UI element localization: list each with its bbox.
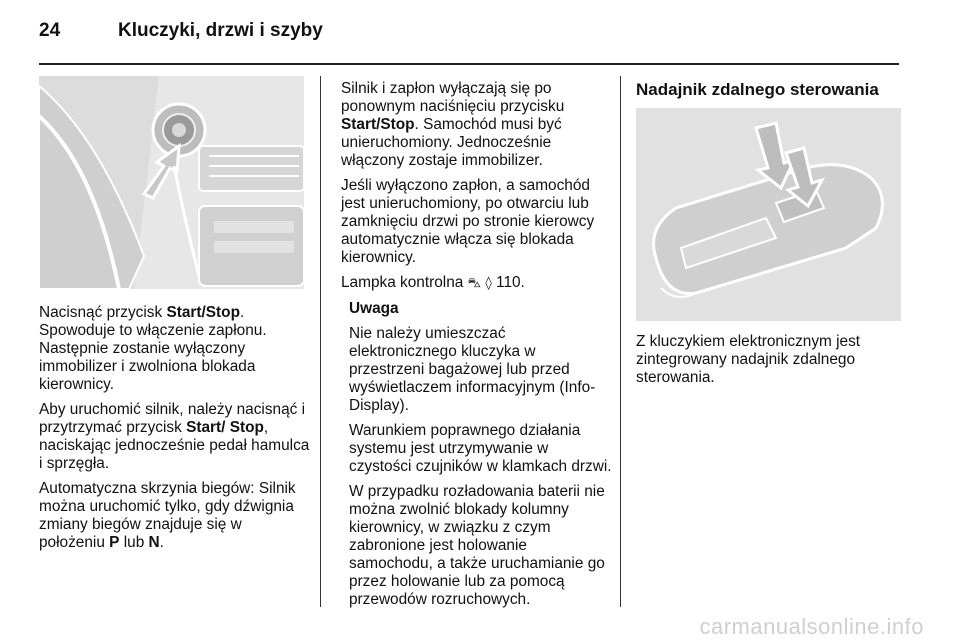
note-paragraph: W przypadku rozładowania baterii nie można zwolnić blokady kolumny kierownicy, w związku z czym zabronione jest holowanie samochodu, a także uruchamianie go przez holowanie lub za pomocą przewodów rozruchowych. [349, 483, 605, 608]
text: Aby uruchomić silnik, należy nacisnąć i przytrzymać przycisk [39, 401, 306, 436]
text: Automatyczna skrzynia biegów: Silnik można uruchomić tylko, gdy dźwignia zmiany biegów znajduje się w położeniu [39, 480, 296, 551]
watermark: carmanualsonline.info [699, 614, 924, 639]
start-stop-label: Start/Stop [341, 116, 415, 133]
paragraph: Z kluczykiem elektronicznym jest zintegrowany nadajnik zdalnego sterowania. [636, 333, 861, 386]
note-paragraph: Nie należy umieszczać elektronicznego kluczyka w przestrzeni bagażowej lub przed wyświetlaczem informacyjnym (Info-Display). [349, 325, 596, 414]
column-divider [620, 76, 621, 607]
text: . Samochód musi być unieruchomiony. Jednocześnie włączony zostaje immobilizer. [341, 116, 562, 169]
page-reference: 110. [491, 274, 525, 291]
paragraph [39, 480, 311, 552]
page-header [0, 0, 960, 60]
note-paragraph: Warunkiem poprawnego działania systemu jest utrzymywanie w czystości czujników w klamkach drzwi. [349, 422, 612, 475]
header-divider [39, 63, 899, 65]
paragraph [39, 304, 311, 394]
text: lub [119, 534, 149, 551]
page-number: 24 [39, 20, 61, 41]
gear-n-label: N [148, 534, 160, 551]
column-3 [636, 333, 906, 394]
start-stop-button-illustration [39, 76, 304, 289]
page-reference-icon: ◊ [485, 276, 492, 291]
section-heading: Nadajnik zdalnego sterowania [636, 80, 879, 99]
text: Silnik i zapłon wyłączają się po ponownym naciśnięciu przycisku [341, 80, 565, 115]
text: Lampka kontrolna [341, 274, 468, 291]
paragraph: Jeśli wyłączono zapłon, a samochód jest unieruchomiony, po otwarciu lub zamknięciu drzwi po stronie kierowcy automatycznie włącza się blokada kierownicy. [341, 177, 595, 266]
column-divider [320, 76, 321, 607]
start-stop-label: Start/ Stop [186, 419, 264, 436]
column-2 [341, 80, 613, 616]
text: . Spowoduje to włączenie zapłonu. Następnie zostanie wyłączony immobilizer i zwolniona blokada kierownicy. [39, 304, 267, 393]
text: Nacisnąć przycisk [39, 304, 167, 321]
note-title: Uwaga [349, 300, 399, 317]
paragraph [341, 274, 613, 293]
start-stop-label: Start/Stop [166, 304, 240, 321]
paragraph [341, 80, 613, 170]
remote-key-illustration [636, 108, 901, 321]
page-title: Kluczyki, drzwi i szyby [118, 20, 323, 41]
paragraph [39, 401, 311, 473]
note-box [341, 300, 613, 609]
steering-lock-icon: ⛍ [467, 276, 482, 291]
text: , naciskając jednocześnie pedał hamulca i sprzęgła. [39, 419, 310, 472]
text: . [159, 534, 164, 551]
column-1 [39, 304, 311, 559]
gear-p-label: P [109, 534, 120, 551]
